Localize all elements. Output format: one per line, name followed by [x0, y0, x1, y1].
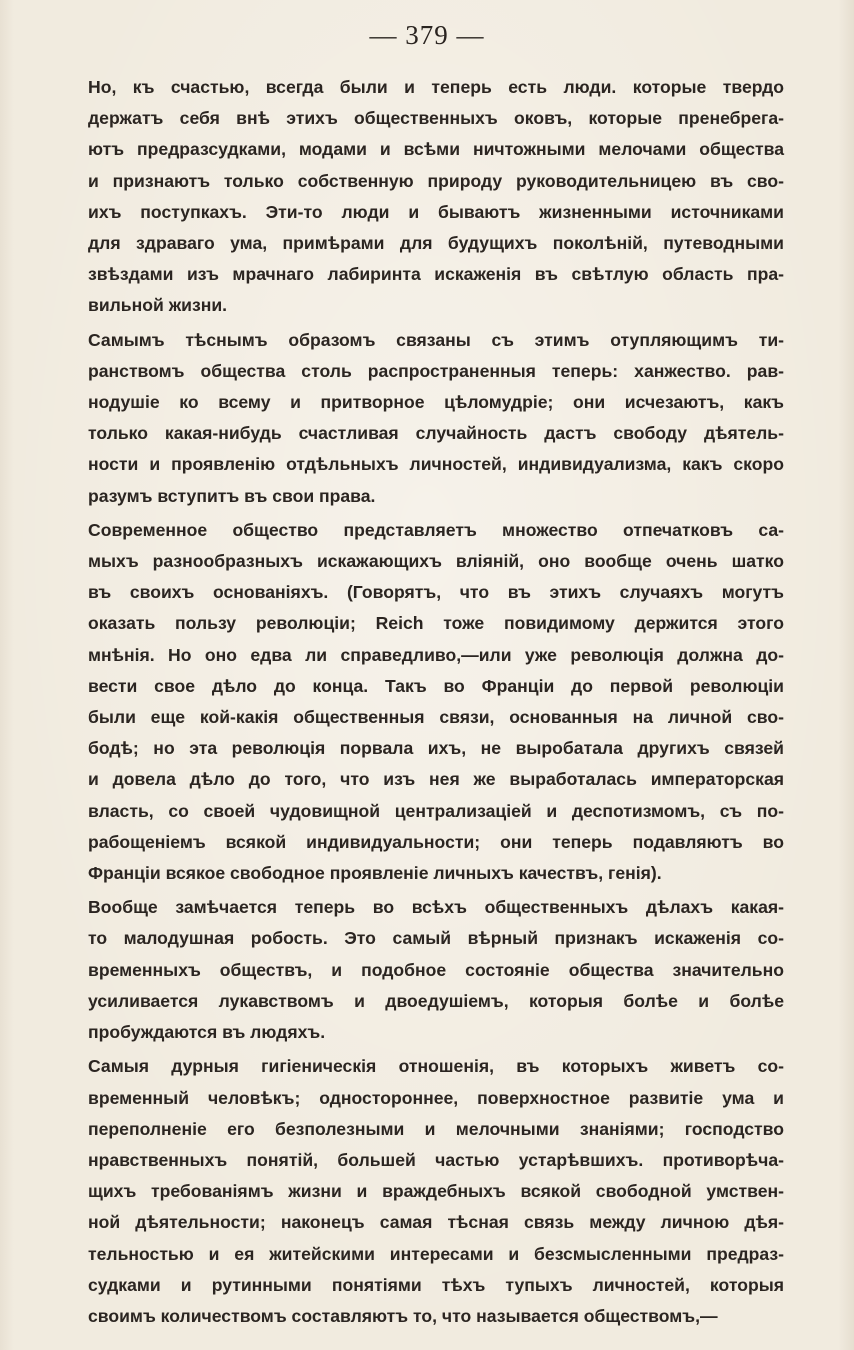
text-line: мнѣнія. Но оно едва ли справедливо,—или уже революція должна до-: [88, 644, 784, 665]
text-line: и признаютъ только собственную природу руководительницею въ сво-: [88, 170, 784, 191]
text-line: усиливается лукавствомъ и двоедушіемъ, которыя болѣе и болѣе: [88, 990, 784, 1011]
paragraph-3: [88, 515, 784, 889]
text-line: бодѣ; но эта революція порвала ихъ, не выробатала другихъ связей: [88, 738, 784, 759]
text-line: звѣздами изъ мрачнаго лабиринта искаженія въ свѣтлую область пра-: [88, 264, 784, 285]
paragraph-2: [88, 325, 784, 512]
text-body: [88, 72, 784, 1335]
text-line: Современное общество представляетъ множество отпечатковъ са-: [88, 519, 784, 540]
text-line: нравственныхъ понятій, большей частью устарѣвшихъ. противорѣча-: [88, 1149, 784, 1170]
text-line: своимъ количествомъ составляютъ то, что называется обществомъ,—: [88, 1305, 718, 1326]
text-line: Франціи всякое свободное проявленіе личныхъ качествъ, генія).: [88, 863, 662, 884]
text-line: тельностью и ея житейскими интересами и безсмысленными предраз-: [88, 1243, 784, 1264]
text-line: вести свое дѣло до конца. Такъ во Франціи до первой революціи: [88, 675, 784, 696]
text-line: мыхъ разнообразныхъ искажающихъ вліяній, оно вообще очень шатко: [88, 551, 784, 572]
text-line: ютъ предразсудками, модами и всѣми ничтожными мелочами общества: [88, 139, 784, 160]
page-number: — 379 —: [369, 20, 485, 50]
text-line: рабощеніемъ всякой индивидуальности; они теперь подавляютъ во: [88, 831, 784, 852]
text-line: щихъ требованіямъ жизни и враждебныхъ всякой свободной умствен-: [88, 1181, 784, 1202]
text-line: переполненіе его безполезными и мелочными знаніями; господство: [88, 1118, 784, 1139]
text-line: судками и рутинными понятіями тѣхъ тупыхъ личностей, которыя: [88, 1274, 784, 1295]
text-line: временный человѣкъ; одностороннее, поверхностное развитіе ума и: [88, 1087, 784, 1108]
text-line: то малодушная робость. Это самый вѣрный признакъ искаженія со-: [88, 928, 784, 949]
text-line: Вообще замѣчается теперь во всѣхъ общественныхъ дѣлахъ какая-: [88, 897, 784, 918]
text-line: и довела дѣло до того, что изъ нея же выработалась императорская: [88, 769, 784, 790]
text-line: только какая-нибудь счастливая случайность дастъ свободу дѣятель-: [88, 423, 784, 444]
text-line: держатъ себя внѣ этихъ общественныхъ оковъ, которые пренебрега-: [88, 108, 784, 129]
paragraph-5: [88, 1051, 784, 1332]
text-line: Самыя дурныя гигіеническія отношенія, въ которыхъ живетъ со-: [88, 1056, 784, 1077]
text-line: пробуждаются въ людяхъ.: [88, 1022, 326, 1043]
text-line: ной дѣятельности; наконецъ самая тѣсная связь между личною дѣя-: [88, 1212, 784, 1233]
text-line: ности и проявленію отдѣльныхъ личностей, индивидуализма, какъ скоро: [88, 454, 784, 475]
text-line: были еще кой-какія общественныя связи, основанныя на личной сво-: [88, 707, 784, 728]
text-line: ранствомъ общества столь распространенныя теперь: ханжество. рав-: [88, 360, 784, 381]
paragraph-1: [88, 72, 784, 322]
text-line: власть, со своей чудовищной централизаціей и деспотизмомъ, съ по-: [88, 800, 784, 821]
text-line: вильной жизни.: [88, 295, 228, 316]
text-line: въ своихъ основаніяхъ. (Говорятъ, что въ этихъ случаяхъ могутъ: [88, 582, 784, 603]
text-line: Но, къ счастью, всегда были и теперь есть люди. которые твердо: [88, 77, 784, 97]
text-line: для здраваго ума, примѣрами для будущихъ поколѣній, путеводными: [88, 233, 784, 254]
text-line: ихъ поступкахъ. Эти-то люди и бываютъ жизненными источниками: [88, 201, 784, 222]
text-line: временныхъ обществъ, и подобное состояніе общества значительно: [88, 959, 784, 980]
paragraph-4: [88, 892, 784, 1048]
text-line: Самымъ тѣснымъ образомъ связаны съ этимъ отупляющимъ ти-: [88, 329, 784, 350]
text-line: разумъ вступитъ въ свои права.: [88, 485, 376, 506]
text-line: оказать пользу революціи; Reich тоже повидимому держится этого: [88, 613, 784, 634]
text-line: нодушіе ко всему и притворное цѣломудріе; они исчезаютъ, какъ: [88, 392, 784, 413]
